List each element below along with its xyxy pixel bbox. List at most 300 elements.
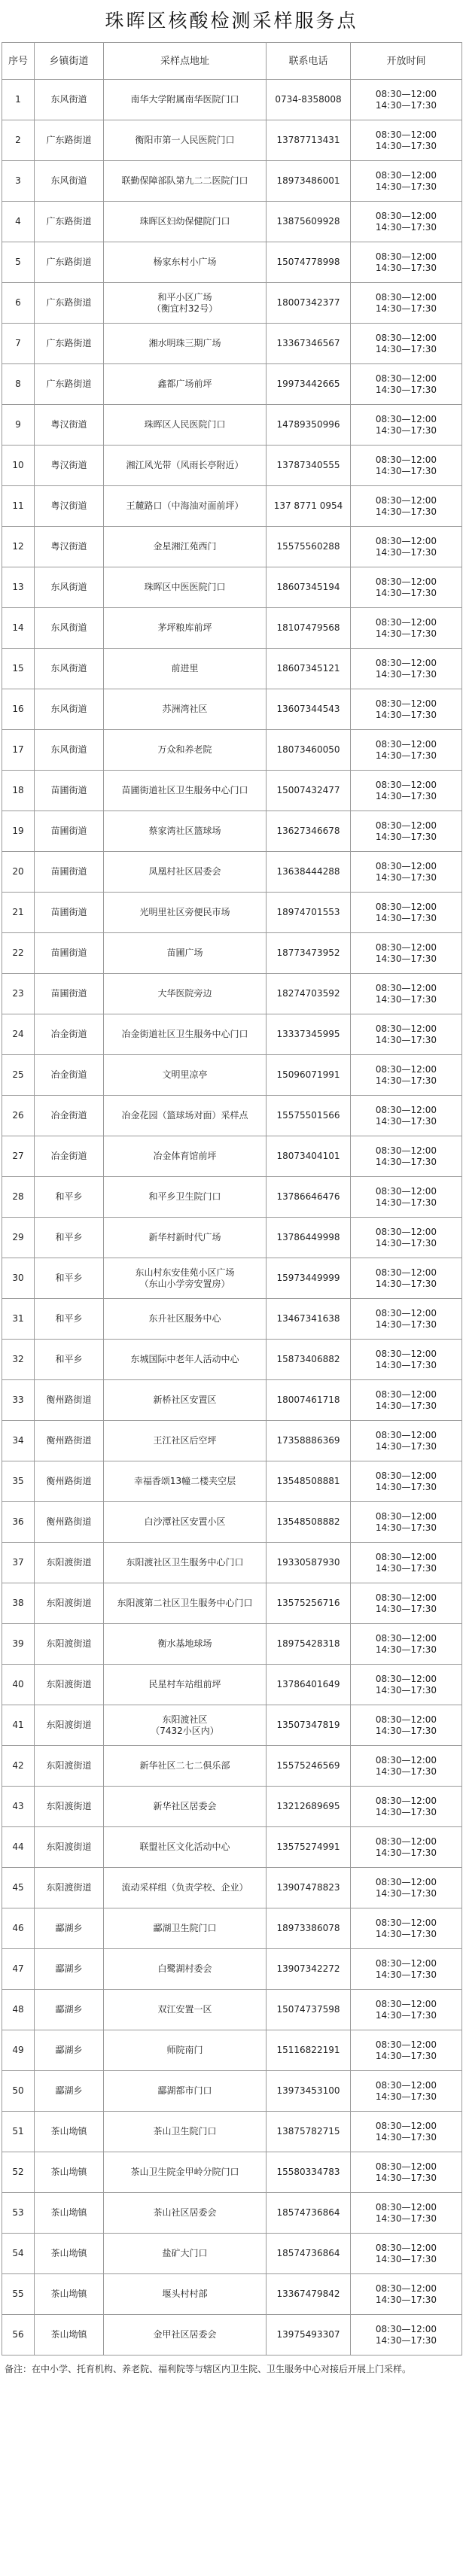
cell-hours (351, 1787, 462, 1827)
cell-address: 文明里凉亭 (104, 1055, 267, 1096)
table-row (2, 324, 462, 364)
table-row (2, 974, 462, 1014)
cell-line: 08:30—12:00 (375, 2039, 437, 2050)
cell-street: 广东路街道 (35, 120, 104, 161)
cell-street: 粤汉街道 (35, 446, 104, 486)
cell-address: 苗圃街道社区卫生服务中心门口 (104, 771, 267, 811)
table-row (2, 1908, 462, 1949)
cell-line: 14:30—17:30 (375, 1603, 437, 1614)
cell-street: 酃湖乡 (35, 2030, 104, 2071)
cell-line: 14:30—17:30 (375, 546, 437, 558)
cell-line: 08:30—12:00 (375, 576, 437, 587)
cell-address: 冶金街道社区卫生服务中心门口 (104, 1014, 267, 1055)
cell-index: 34 (2, 1421, 35, 1461)
cell-index: 50 (2, 2071, 35, 2112)
cell-phone: 13337345995 (267, 1014, 351, 1055)
cell-street: 东阳渡街道 (35, 1543, 104, 1583)
cell-address: 南华大学附属南华医院门口 (104, 80, 267, 120)
table-row (2, 405, 462, 446)
cell-index: 3 (2, 161, 35, 202)
cell-hours (351, 2152, 462, 2193)
cell-index: 44 (2, 1827, 35, 1868)
cell-line: 08:30—12:00 (375, 901, 437, 912)
cell-line: 14:30—17:30 (375, 1278, 437, 1289)
cell-line: 08:30—12:00 (375, 2242, 437, 2253)
cell-index: 46 (2, 1908, 35, 1949)
cell-phone: 13607344543 (267, 689, 351, 730)
cell-hours (351, 486, 462, 527)
cell-street: 东阳渡街道 (35, 1583, 104, 1624)
cell-line: 08:30—12:00 (375, 1673, 437, 1684)
cell-hours (351, 283, 462, 324)
cell-address (104, 1258, 267, 1299)
cell-phone: 13975493307 (267, 2315, 351, 2356)
cell-hours (351, 1827, 462, 1868)
table-row (2, 811, 462, 852)
cell-line: 14:30—17:30 (375, 465, 437, 476)
cell-street: 酃湖乡 (35, 1908, 104, 1949)
cell-address: 万众和养老院 (104, 730, 267, 771)
cell-phone: 13627346678 (267, 811, 351, 852)
table-row (2, 1990, 462, 2030)
table-row (2, 608, 462, 649)
cell-index: 36 (2, 1502, 35, 1543)
cell-street: 茶山坳镇 (35, 2152, 104, 2193)
cell-phone: 15096071991 (267, 1055, 351, 1096)
cell-address: 王麓路口（中海油对面前坪） (104, 486, 267, 527)
cell-line: 08:30—12:00 (375, 1876, 437, 1887)
table-row (2, 527, 462, 567)
cell-line: 08:30—12:00 (375, 454, 437, 465)
table-row (2, 2152, 462, 2193)
cell-line: 08:30—12:00 (375, 129, 437, 140)
cell-phone: 18773473952 (267, 933, 351, 974)
cell-hours (351, 1990, 462, 2030)
cell-hours (351, 1665, 462, 1705)
cell-street: 广东路街道 (35, 242, 104, 283)
cell-phone: 18007461718 (267, 1380, 351, 1421)
table-row (2, 120, 462, 161)
table-row (2, 1949, 462, 1990)
cell-line: 14:30—17:30 (375, 1318, 437, 1330)
header-hours: 开放时间 (351, 43, 462, 80)
cell-hours (351, 527, 462, 567)
cell-line: 14:30—17:30 (375, 1359, 437, 1370)
cell-phone: 13638444288 (267, 852, 351, 893)
cell-street: 东阳渡街道 (35, 1665, 104, 1705)
table-row (2, 1218, 462, 1258)
cell-address (104, 283, 267, 324)
cell-index: 40 (2, 1665, 35, 1705)
cell-index: 33 (2, 1380, 35, 1421)
cell-index: 6 (2, 283, 35, 324)
cell-street: 东阳渡街道 (35, 1787, 104, 1827)
cell-address: 新华社区二七二俱乐部 (104, 1746, 267, 1787)
cell-line: 08:30—12:00 (375, 2201, 437, 2213)
table-row (2, 202, 462, 242)
cell-line: 08:30—12:00 (375, 1754, 437, 1765)
cell-index: 9 (2, 405, 35, 446)
cell-address: 白鹭湖村委会 (104, 1949, 267, 1990)
cell-hours (351, 608, 462, 649)
cell-phone: 18975428318 (267, 1624, 351, 1665)
cell-index: 20 (2, 852, 35, 893)
cell-address: 前进里 (104, 649, 267, 689)
cell-phone: 13575256716 (267, 1583, 351, 1624)
cell-index: 31 (2, 1299, 35, 1340)
cell-street: 和平乡 (35, 1218, 104, 1258)
cell-line: 08:30—12:00 (375, 657, 437, 668)
cell-hours (351, 120, 462, 161)
cell-hours (351, 1705, 462, 1746)
cell-index: 2 (2, 120, 35, 161)
cell-street: 东风街道 (35, 567, 104, 608)
cell-address: 酃湖都市门口 (104, 2071, 267, 2112)
cell-line: （7432小区内） (151, 1725, 219, 1736)
table-row (2, 1665, 462, 1705)
cell-index: 10 (2, 446, 35, 486)
cell-line: 08:30—12:00 (375, 535, 437, 546)
cell-line: 08:30—12:00 (375, 2079, 437, 2091)
cell-line: 14:30—17:30 (375, 587, 437, 598)
table-row (2, 283, 462, 324)
table-row (2, 1258, 462, 1299)
cell-hours (351, 2274, 462, 2315)
table-row (2, 1014, 462, 1055)
cell-address: 堰头村村部 (104, 2274, 267, 2315)
cell-street: 东风街道 (35, 730, 104, 771)
cell-phone: 13875609928 (267, 202, 351, 242)
cell-street: 酃湖乡 (35, 1949, 104, 1990)
cell-street: 苗圃街道 (35, 933, 104, 974)
cell-line: 08:30—12:00 (375, 1510, 437, 1522)
cell-phone: 137 8771 0954 (267, 486, 351, 527)
cell-address: 金星湘江苑西门 (104, 527, 267, 567)
table-row (2, 1340, 462, 1380)
cell-line: 08:30—12:00 (375, 860, 437, 871)
cell-street: 东阳渡街道 (35, 1705, 104, 1746)
table-row (2, 2234, 462, 2274)
cell-hours (351, 1218, 462, 1258)
cell-phone: 13548508882 (267, 1502, 351, 1543)
cell-index: 27 (2, 1136, 35, 1177)
cell-address: 东升社区服务中心 (104, 1299, 267, 1340)
cell-street: 衡州路街道 (35, 1461, 104, 1502)
cell-index: 56 (2, 2315, 35, 2356)
cell-index: 25 (2, 1055, 35, 1096)
cell-street: 东阳渡街道 (35, 1746, 104, 1787)
cell-hours (351, 1949, 462, 1990)
cell-line: 08:30—12:00 (375, 1835, 437, 1847)
cell-index: 7 (2, 324, 35, 364)
cell-index: 41 (2, 1705, 35, 1746)
cell-index: 53 (2, 2193, 35, 2234)
cell-line: 14:30—17:30 (375, 790, 437, 801)
cell-address: 双江安置一区 (104, 1990, 267, 2030)
cell-line: 08:30—12:00 (375, 941, 437, 953)
cell-index: 8 (2, 364, 35, 405)
cell-phone: 18574736864 (267, 2234, 351, 2274)
cell-line: 08:30—12:00 (375, 1429, 437, 1440)
cell-line: 14:30—17:30 (375, 303, 437, 314)
cell-address: 凤凰村社区居委会 (104, 852, 267, 893)
cell-hours (351, 2315, 462, 2356)
cell-phone: 15074778998 (267, 242, 351, 283)
cell-hours (351, 202, 462, 242)
cell-line: 08:30—12:00 (375, 373, 437, 384)
table-row (2, 1055, 462, 1096)
cell-line: 14:30—17:30 (375, 1034, 437, 1045)
cell-phone: 13787713431 (267, 120, 351, 161)
cell-line: 08:30—12:00 (375, 1998, 437, 2009)
cell-phone: 13787340555 (267, 446, 351, 486)
cell-line: 08:30—12:00 (375, 1307, 437, 1318)
cell-line: 14:30—17:30 (375, 262, 437, 273)
cell-line: 14:30—17:30 (375, 1522, 437, 1533)
cell-hours (351, 2112, 462, 2152)
cell-index: 23 (2, 974, 35, 1014)
cell-phone: 19973442665 (267, 364, 351, 405)
cell-hours (351, 1380, 462, 1421)
cell-line: （东山小学旁安置房） (139, 1278, 230, 1289)
table-row (2, 80, 462, 120)
cell-phone: 15575560288 (267, 527, 351, 567)
cell-phone: 18007342377 (267, 283, 351, 324)
cell-line: 14:30—17:30 (375, 1115, 437, 1127)
cell-street: 茶山坳镇 (35, 2112, 104, 2152)
cell-street: 和平乡 (35, 1258, 104, 1299)
cell-hours (351, 811, 462, 852)
cell-hours (351, 771, 462, 811)
table-row (2, 1096, 462, 1136)
cell-line: 14:30—17:30 (375, 2213, 437, 2224)
table-row (2, 2112, 462, 2152)
cell-address: 杨家东村小广场 (104, 242, 267, 283)
table-row (2, 1787, 462, 1827)
cell-address: 湘水明珠三期广场 (104, 324, 267, 364)
cell-street: 和平乡 (35, 1177, 104, 1218)
cell-line: 08:30—12:00 (375, 1917, 437, 1928)
cell-phone: 17358886369 (267, 1421, 351, 1461)
table-row (2, 649, 462, 689)
cell-street: 冶金街道 (35, 1014, 104, 1055)
cell-index: 29 (2, 1218, 35, 1258)
cell-line: 东阳渡社区 (162, 1714, 208, 1725)
cell-line: 08:30—12:00 (375, 1185, 437, 1197)
cell-line: 08:30—12:00 (375, 982, 437, 993)
cell-address: 苗圃广场 (104, 933, 267, 974)
cell-hours (351, 1583, 462, 1624)
table-row (2, 242, 462, 283)
cell-street: 茶山坳镇 (35, 2315, 104, 2356)
table-row (2, 567, 462, 608)
cell-line: 08:30—12:00 (375, 738, 437, 750)
cell-line: 14:30—17:30 (375, 424, 437, 436)
cell-street: 茶山坳镇 (35, 2274, 104, 2315)
cell-line: 08:30—12:00 (375, 1348, 437, 1359)
cell-phone: 13907478823 (267, 1868, 351, 1908)
cell-line: 08:30—12:00 (375, 2161, 437, 2172)
cell-line: 14:30—17:30 (375, 2334, 437, 2346)
cell-line: 08:30—12:00 (375, 1226, 437, 1237)
cell-hours (351, 2030, 462, 2071)
table-row (2, 2274, 462, 2315)
cell-address: 茶山卫生院门口 (104, 2112, 267, 2152)
cell-hours (351, 242, 462, 283)
cell-line: 08:30—12:00 (375, 291, 437, 303)
cell-index: 47 (2, 1949, 35, 1990)
cell-hours (351, 80, 462, 120)
header-phone: 联系电话 (267, 43, 351, 80)
sampling-sites-table (2, 42, 462, 2356)
cell-hours (351, 1421, 462, 1461)
cell-hours (351, 1624, 462, 1665)
cell-phone: 13875782715 (267, 2112, 351, 2152)
cell-index: 26 (2, 1096, 35, 1136)
table-row (2, 1827, 462, 1868)
cell-hours (351, 689, 462, 730)
cell-phone: 13367346567 (267, 324, 351, 364)
cell-hours (351, 893, 462, 933)
cell-phone: 15873406882 (267, 1340, 351, 1380)
table-row (2, 2071, 462, 2112)
cell-hours (351, 405, 462, 446)
table-row (2, 2193, 462, 2234)
cell-index: 45 (2, 1868, 35, 1908)
cell-hours (351, 1014, 462, 1055)
cell-phone: 13367479842 (267, 2274, 351, 2315)
cell-hours (351, 161, 462, 202)
header-index: 序号 (2, 43, 35, 80)
cell-phone: 0734-8358008 (267, 80, 351, 120)
table-row (2, 1461, 462, 1502)
cell-street: 酃湖乡 (35, 1990, 104, 2030)
cell-address: 珠晖区中医医院门口 (104, 567, 267, 608)
cell-line: 14:30—17:30 (375, 343, 437, 354)
cell-line: 14:30—17:30 (375, 2294, 437, 2305)
cell-street: 苗圃街道 (35, 811, 104, 852)
cell-street: 茶山坳镇 (35, 2234, 104, 2274)
cell-line: 14:30—17:30 (375, 2009, 437, 2021)
cell-street: 东风街道 (35, 689, 104, 730)
cell-line: 08:30—12:00 (375, 1957, 437, 1969)
table-row (2, 1583, 462, 1624)
cell-hours (351, 649, 462, 689)
cell-line: 14:30—17:30 (375, 384, 437, 395)
cell-line: 14:30—17:30 (375, 99, 437, 111)
cell-phone: 18607345194 (267, 567, 351, 608)
cell-index: 15 (2, 649, 35, 689)
cell-index: 52 (2, 2152, 35, 2193)
cell-address: 酃湖卫生院门口 (104, 1908, 267, 1949)
cell-line: 14:30—17:30 (375, 1156, 437, 1167)
cell-street: 东阳渡街道 (35, 1624, 104, 1665)
cell-index: 55 (2, 2274, 35, 2315)
cell-phone: 18107479568 (267, 608, 351, 649)
table-row (2, 689, 462, 730)
cell-address (104, 1705, 267, 1746)
cell-street: 东阳渡街道 (35, 1827, 104, 1868)
cell-address: 新桥社区安置区 (104, 1380, 267, 1421)
cell-line: 14:30—17:30 (375, 2050, 437, 2061)
cell-phone: 18574736864 (267, 2193, 351, 2234)
cell-phone: 13507347819 (267, 1705, 351, 1746)
cell-line: 08:30—12:00 (375, 494, 437, 506)
cell-address: 新华社区居委会 (104, 1787, 267, 1827)
cell-hours (351, 1177, 462, 1218)
cell-line: 14:30—17:30 (375, 831, 437, 842)
cell-address: 湘江风光带（风雨长亭附近） (104, 446, 267, 486)
cell-line: 08:30—12:00 (375, 1632, 437, 1644)
cell-hours (351, 1502, 462, 1543)
cell-phone: 18073404101 (267, 1136, 351, 1177)
cell-hours (351, 324, 462, 364)
table-row (2, 730, 462, 771)
table-row (2, 486, 462, 527)
table-row (2, 446, 462, 486)
cell-hours (351, 1746, 462, 1787)
table-row (2, 1299, 462, 1340)
cell-line: 08:30—12:00 (375, 616, 437, 628)
cell-address: 师院南门 (104, 2030, 267, 2071)
cell-address: 珠晖区妇幼保健院门口 (104, 202, 267, 242)
cell-phone: 14789350996 (267, 405, 351, 446)
table-row (2, 1136, 462, 1177)
cell-phone: 13907342272 (267, 1949, 351, 1990)
cell-index: 22 (2, 933, 35, 974)
cell-index: 21 (2, 893, 35, 933)
cell-line: 14:30—17:30 (375, 709, 437, 720)
cell-line: 14:30—17:30 (375, 1237, 437, 1248)
cell-address: 流动采样组（负责学校、企业） (104, 1868, 267, 1908)
cell-phone: 18274703592 (267, 974, 351, 1014)
cell-line: 08:30—12:00 (375, 2120, 437, 2131)
cell-index: 18 (2, 771, 35, 811)
cell-phone: 18973386078 (267, 1908, 351, 1949)
cell-hours (351, 2234, 462, 2274)
cell-phone: 13575274991 (267, 1827, 351, 1868)
cell-line: 08:30—12:00 (375, 2323, 437, 2334)
cell-address: 鑫都广场前坪 (104, 364, 267, 405)
cell-line: 14:30—17:30 (375, 1562, 437, 1574)
cell-phone: 19330587930 (267, 1543, 351, 1583)
cell-street: 冶金街道 (35, 1136, 104, 1177)
cell-hours (351, 2193, 462, 2234)
cell-phone: 18973486001 (267, 161, 351, 202)
cell-line: 08:30—12:00 (375, 1795, 437, 1806)
cell-address: 东阳渡社区卫生服务中心门口 (104, 1543, 267, 1583)
cell-street: 东风街道 (35, 161, 104, 202)
cell-line: 14:30—17:30 (375, 1440, 437, 1452)
cell-hours (351, 1055, 462, 1096)
cell-hours (351, 1543, 462, 1583)
cell-street: 茶山坳镇 (35, 2193, 104, 2234)
cell-index: 16 (2, 689, 35, 730)
cell-address: 大华医院旁边 (104, 974, 267, 1014)
cell-hours (351, 730, 462, 771)
cell-index: 54 (2, 2234, 35, 2274)
cell-phone: 15973449999 (267, 1258, 351, 1299)
cell-line: 14:30—17:30 (375, 668, 437, 680)
cell-hours (351, 933, 462, 974)
cell-phone: 13973453100 (267, 2071, 351, 2112)
cell-line: 14:30—17:30 (375, 1684, 437, 1696)
cell-address: 蔡家湾社区篮球场 (104, 811, 267, 852)
cell-hours (351, 1096, 462, 1136)
cell-line: 14:30—17:30 (375, 1481, 437, 1492)
table-row (2, 1421, 462, 1461)
cell-hours (351, 1340, 462, 1380)
